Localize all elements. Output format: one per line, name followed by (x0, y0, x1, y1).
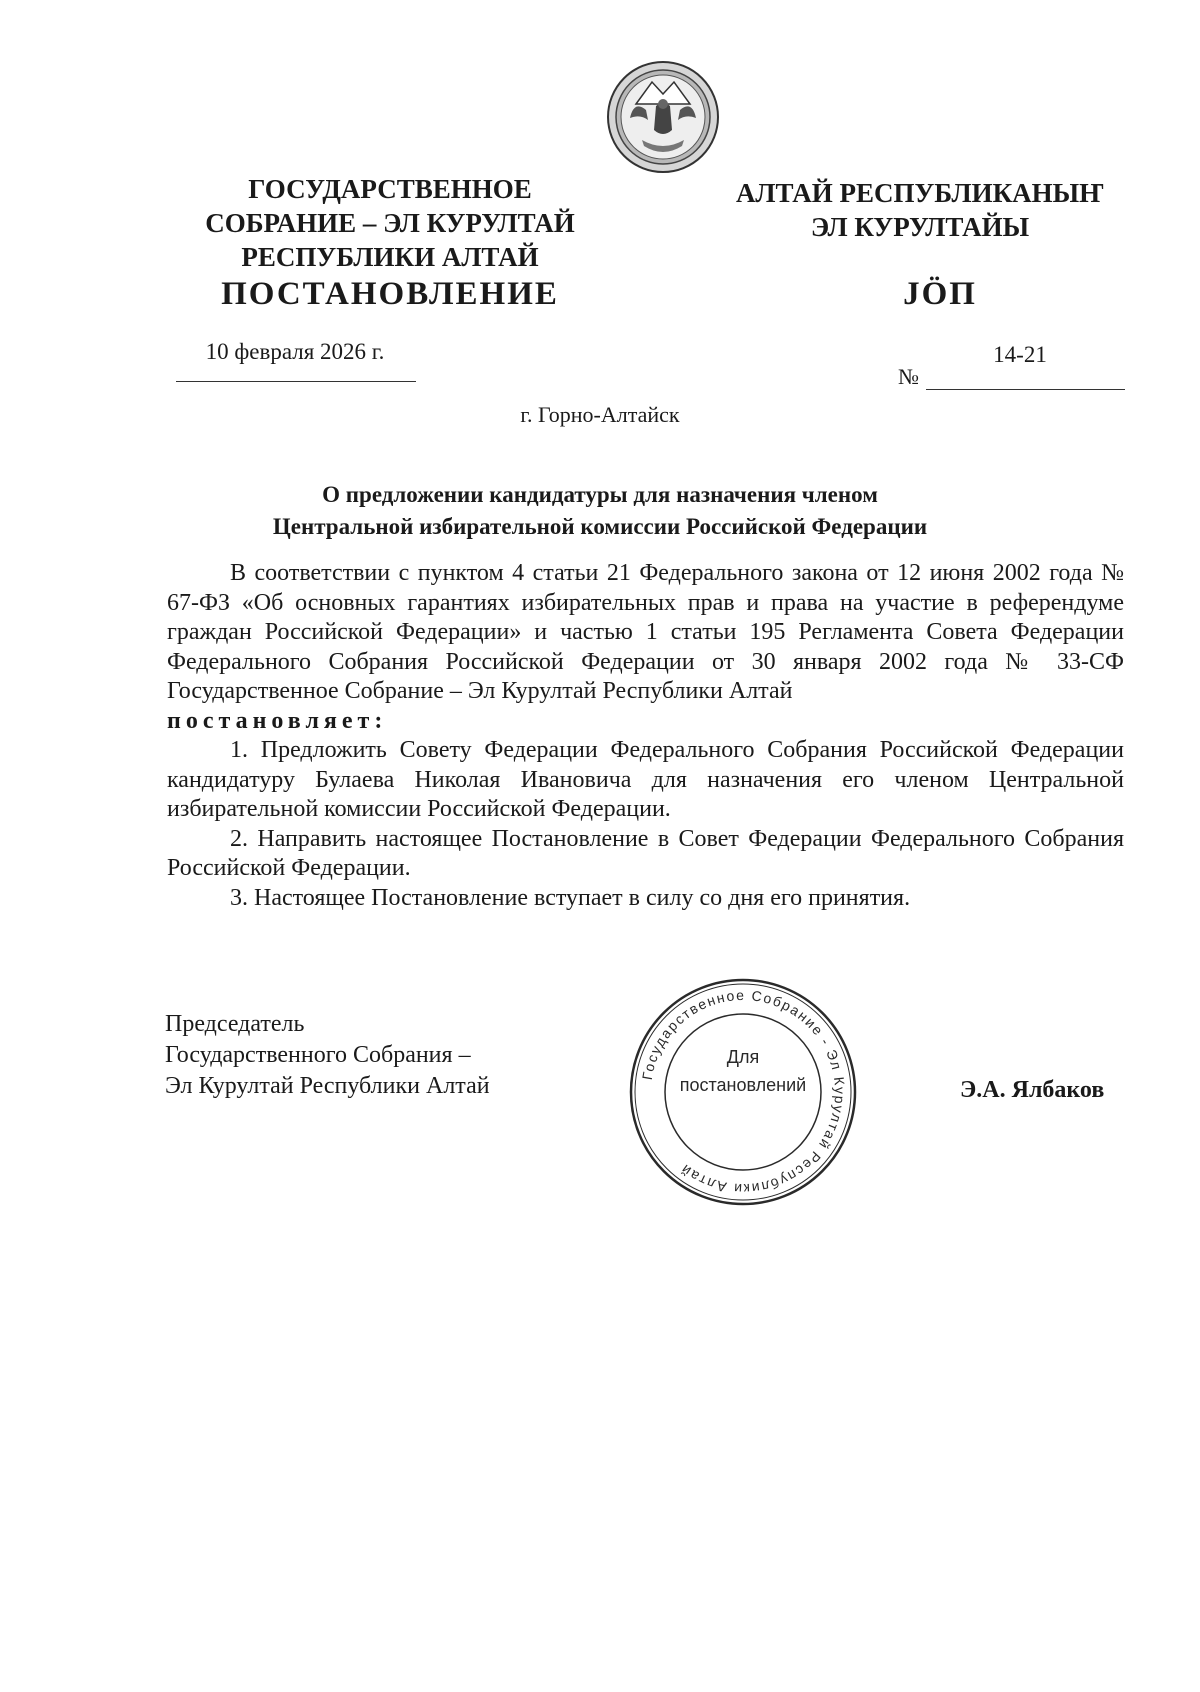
issuer-name-altai (700, 176, 1140, 244)
number-sign: № (898, 364, 919, 389)
issuer-line: ЭЛ КУРУЛТАЙЫ (810, 212, 1030, 242)
seal-center-line: Для (726, 1047, 760, 1067)
signatory-position (165, 1009, 490, 1102)
issuer-line: ГОСУДАРСТВЕННОЕ (248, 174, 532, 204)
seal-center-line: постановлений (679, 1075, 807, 1095)
decree-item: 1. Предложить Совету Федерации Федерального Собрания Российской Федерации кандидатуру Булаева Николая Ивановича для назначения его членом Центральной избирательной комиссии Российской Федерации. (167, 737, 1124, 822)
number-underline (926, 389, 1125, 390)
document-number: 14-21 (993, 342, 1047, 367)
issuer-line: АЛТАЙ РЕСПУБЛИКАНЫҤ (735, 178, 1105, 208)
document-date: 10 февраля 2026 г. (205, 339, 385, 364)
issuer-name-russian (150, 172, 630, 274)
coat-of-arms-emblem (606, 60, 720, 174)
document-type-altai: JӦП (903, 276, 977, 312)
document-type-russian: ПОСТАНОВЛЕНИЕ (221, 276, 559, 312)
seal-ring-text: Государственное Собрание - Эл Курултай Республики Алтай (638, 986, 849, 1198)
signatory-name: Э.А. Ялбаков (960, 1077, 1105, 1103)
position-line: Государственного Собрания – (165, 1042, 471, 1068)
title-line: О предложении кандидатуры для назначения членом (322, 482, 878, 507)
decree-item: 2. Направить настоящее Постановление в Совет Федерации Федерального Собрания Российской Федерации. (167, 825, 1124, 881)
document-body (167, 559, 1124, 913)
issuer-line: РЕСПУБЛИКИ АЛТАЙ (241, 242, 539, 272)
decree-word: постановляет: (167, 707, 388, 734)
document-city: г. Горно-Алтайск (520, 402, 680, 427)
decree-item: 3. Настоящее Постановление вступает в силу со дня его принятия. (230, 884, 911, 911)
date-underline (176, 381, 416, 382)
position-line: Эл Курултай Республики Алтай (165, 1073, 490, 1099)
intro-paragraph: В соответствии с пунктом 4 статьи 21 Федерального закона от 12 июня 2002 года № 67-ФЗ «Об основных гарантиях избирательных прав и права на участие в референдуме граждан Российской Федерации» и частью 1 статьи 195 Регламента Совета Федерации Федерального Собрания Российской Федерации от 30 января 2002 года № 33-СФ Государственное Собрание – Эл Курултай Республики Алтай (167, 560, 1124, 704)
position-line: Председатель (165, 1011, 305, 1037)
title-line: Центральной избирательной комиссии Российской Федерации (272, 514, 928, 539)
seal-center-text (626, 1043, 860, 1099)
document-title (150, 479, 1050, 543)
issuer-line: СОБРАНИЕ – ЭЛ КУРУЛТАЙ (205, 208, 575, 238)
